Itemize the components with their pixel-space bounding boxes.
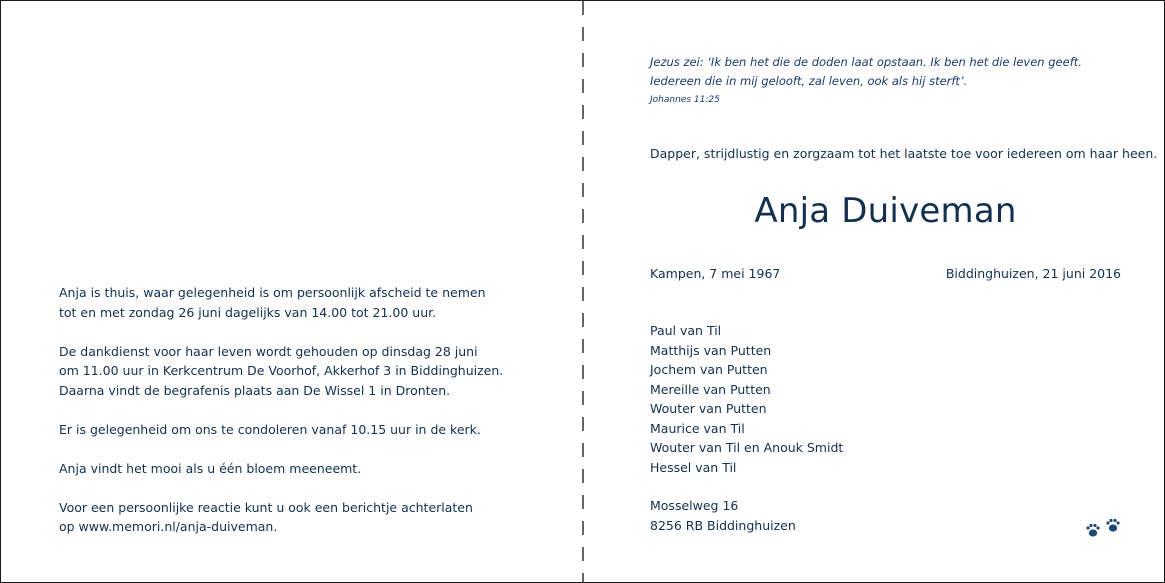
paragraph-condolence: Er is gelegenheid om ons te condoleren vanaf 10.15 uur in de kerk.: [59, 421, 481, 437]
paw-prints-icon: [1084, 518, 1124, 540]
paragraph-farewell: Anja is thuis, waar gelegenheid is om persoonlijk afscheid te nemen tot en met zondag 26 juni dagelijks van 14.00 tot 21.00 uur.: [59, 285, 486, 320]
family-member: Hessel van Til: [650, 459, 737, 475]
address-city: 8256 RB Biddinghuizen: [650, 517, 796, 533]
family-member: Wouter van Til en Anouk Smidt: [650, 440, 844, 455]
paragraph-service: De dankdienst voor haar leven wordt gehouden op dinsdag 28 juni om 11.00 uur in Kerkcentrum De Voorhof, Akkerhof 3 in Biddinghuizen. Daarna vindt de begrafenis plaats aan De Wissel 1 in Dronten.: [59, 343, 504, 398]
death-date: Biddinghuizen, 21 juni 2016: [945, 266, 1121, 281]
family-member: Mereille van Putten: [650, 381, 771, 397]
deceased-name: Anja Duiveman: [754, 191, 1017, 231]
correspondence-address: [650, 496, 950, 535]
tagline: Dapper, strijdlustig en zorgzaam tot het laatste toe voor iedereen om haar heen.: [650, 146, 1158, 161]
birth-date: Kampen, 7 mei 1967: [650, 266, 781, 281]
family-member: Maurice van Til: [650, 420, 745, 436]
life-dates: [650, 265, 1121, 283]
quote-reference: Johannes 11:25: [650, 95, 720, 105]
left-panel: [59, 283, 529, 537]
family-list: [650, 321, 950, 477]
bible-quote: [650, 53, 1120, 107]
family-member: Matthijs van Putten: [650, 342, 772, 358]
family-member: Jochem van Putten: [650, 362, 768, 377]
quote-line: Iedereen die in mij gelooft, zal leven, ook als hij sterft’.: [650, 73, 968, 88]
paragraph-online-reaction: Voor een persoonlijke reactie kunt u ook een berichtje achterlaten op www.memori.nl/anja-duiveman.: [59, 499, 473, 534]
family-member: Paul van Til: [650, 323, 722, 338]
family-member: Wouter van Putten: [650, 401, 767, 416]
paragraph-flower: Anja vindt het mooi als u één bloem meeneemt.: [59, 460, 362, 476]
quote-line: Jezus zei: ‘Ik ben het die de doden laat opstaan. Ik ben het die leven geeft.: [650, 55, 1082, 69]
address-street: Mosselweg 16: [650, 498, 739, 513]
fold-line: [581, 1, 585, 583]
